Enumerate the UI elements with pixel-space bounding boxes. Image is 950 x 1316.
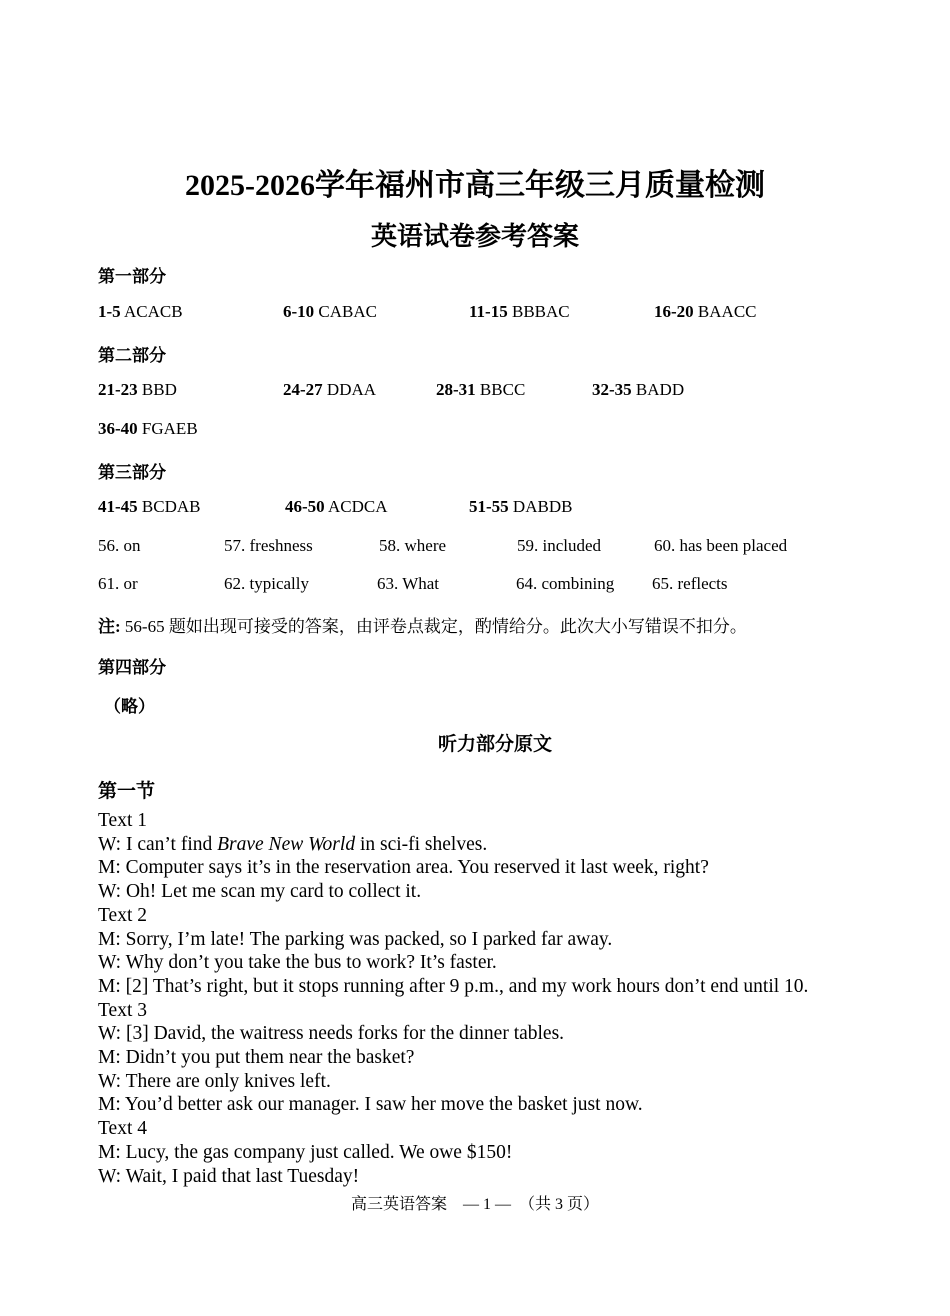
transcript-line: M: Lucy, the gas company just called. We owe $150! [98, 1141, 513, 1163]
scoring-note: 注: 56-65 题如出现可接受的答案，由评卷点裁定，酌情给分。此次大小写错误不扣分。 [98, 617, 747, 636]
transcript-line: M: You’d better ask our manager. I saw her move the basket just now. [98, 1094, 643, 1116]
fill-answer: 60. has been placed [654, 536, 788, 555]
answer-group: 16-20 BAACC [654, 302, 757, 321]
fill-answer: 56. on [98, 536, 141, 555]
fill-answer: 63. What [377, 574, 440, 593]
answer-group: 11-15 BBBAC [469, 302, 570, 321]
answer-group: 21-23 BBD [98, 380, 177, 399]
answer-group: 36-40 FGAEB [98, 419, 198, 438]
page-title: 2025-2026学年福州市高三年级三月质量检测 [185, 169, 765, 202]
part4-heading: 第四部分 [98, 658, 166, 677]
book-title: Brave New World [217, 833, 356, 855]
transcript-line: Text 3 [98, 999, 147, 1021]
transcript-line: W: There are only knives left. [98, 1070, 331, 1092]
answer-group: 28-31 BBCC [436, 380, 526, 399]
transcript-line: W: Why don’t you take the bus to work? It’s faster. [98, 952, 497, 974]
transcript-line: Text 4 [98, 1118, 147, 1140]
answer-group: 24-27 DDAA [283, 380, 377, 399]
transcript-line: W: Wait, I paid that last Tuesday! [98, 1165, 360, 1187]
part3-heading: 第三部分 [98, 463, 166, 482]
part2-heading: 第二部分 [98, 346, 166, 365]
answer-group: 6-10 CABAC [283, 302, 377, 321]
part4-content: （略） [104, 697, 155, 716]
transcript-line: Text 1 [98, 810, 147, 831]
listening-heading: 听力部分原文 [437, 734, 552, 755]
answer-group: 32-35 BADD [592, 380, 685, 399]
answer-group: 46-50 ACDCA [285, 497, 388, 516]
page-subtitle: 英语试卷参考答案 [370, 222, 579, 251]
transcript-line: M: [2] That’s right, but it stops running after 9 p.m., and my work hours don’t end until 10. [98, 975, 809, 997]
transcript-line: Text 2 [98, 904, 147, 926]
listening-transcript [98, 809, 808, 1188]
answer-group: 1-5 ACACB [98, 302, 183, 321]
part1-heading: 第一部分 [98, 267, 166, 286]
page-footer: 高三英语答案 — 1 — （共 3 页） [350, 1196, 599, 1213]
answer-group: 41-45 BCDAB [98, 497, 201, 516]
section-heading: 第一节 [98, 781, 156, 802]
transcript-line: W: I can’t find Brave New World in sci-fi shelves. [98, 833, 488, 855]
transcript-line: M: Computer says it’s in the reservation area. You reserved it last week, right? [98, 857, 709, 879]
fill-answer: 57. freshness [224, 536, 313, 555]
answer-group: 51-55 DABDB [469, 497, 573, 516]
fill-answer: 59. included [517, 536, 602, 555]
transcript-line: M: Didn’t you put them near the basket? [98, 1047, 415, 1069]
fill-answer: 58. where [379, 536, 447, 555]
transcript-line: M: Sorry, I’m late! The parking was packed, so I parked far away. [98, 928, 613, 950]
transcript-line: W: [3] David, the waitress needs forks for the dinner tables. [98, 1023, 565, 1045]
transcript-line: W: Oh! Let me scan my card to collect it. [98, 881, 422, 903]
fill-answer: 65. reflects [652, 574, 728, 593]
fill-answer: 62. typically [224, 574, 309, 593]
fill-answer: 61. or [98, 574, 138, 593]
fill-answer: 64. combining [516, 574, 615, 593]
